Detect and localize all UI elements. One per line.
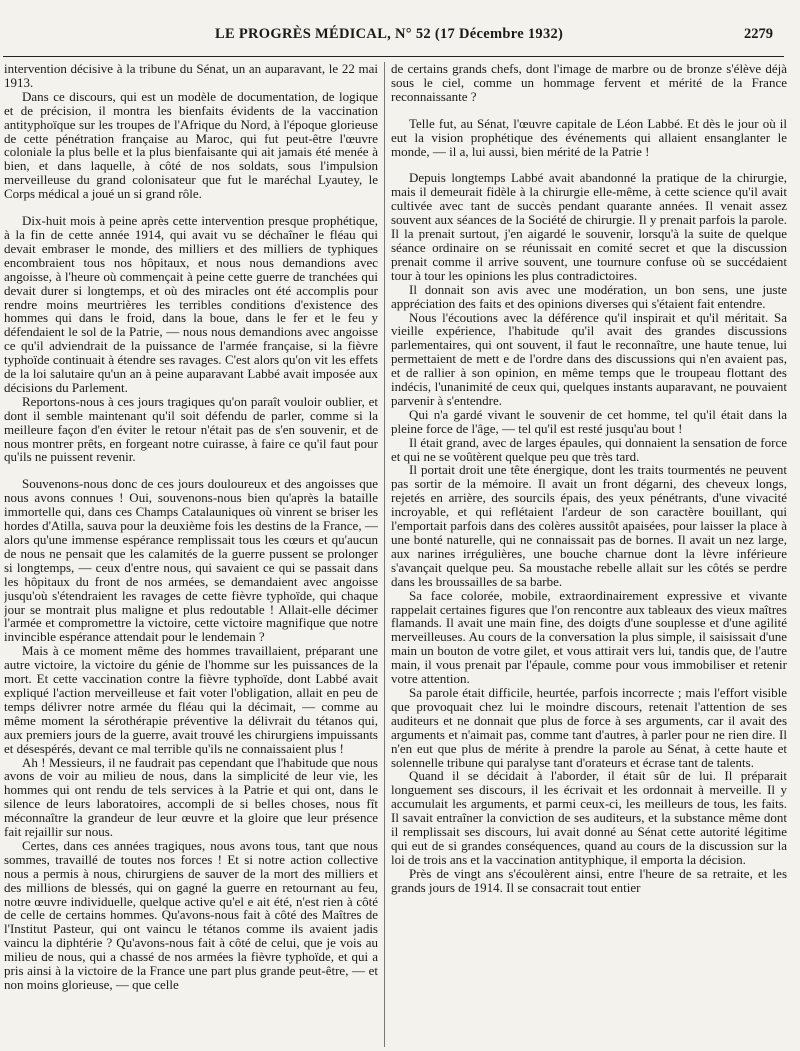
paragraph: Près de vingt ans s'écoulèrent ainsi, entre l'heure de sa retraite, et les grands jours de 1914. Il se consacrait tout entier — [391, 865, 787, 895]
paragraph: Certes, dans ces années tragiques, nous avons tous, tant que nous sommes, travaillé de toutes nos forces ! Et si notre action collective nous a permis à nous, chirurgiens de sauver de la mort des milliers et des millions de blessés, qui on gagné la guerre en retournant au feu, notre œuvre individuelle, quelque active qu'el e ait été, n'est rien à côté de celle de certains hommes. Qu'avons-nous fait à côté des Maîtres de l'Institut Pasteur, qui ont vaincu le tétanos comme ils avaient jadis vaincu la diphtérie ? Qu'avons-nous fait à côté de celui, que je vois au milieu de nous, qui a chassé de nos armées la fièvre typhoïde, et qui a pris ainsi à la victoire de la France une part plus grande peut-être, — et non moins glorieuse, — que celle — [4, 837, 378, 992]
paragraph: Reportons-nous à ces jours tragiques qu'on paraît vouloir oublier, et dont il semble maintenant qu'il soit défendu de parler, comme si la meilleure façon d'en éviter le retour n'était pas de s'en souvenir, et de nous montrer prêts, en forgeant notre cuirasse, à faire ce qu'il faut pour qu'ils ne puissent revenir. — [4, 393, 378, 465]
paragraph: Souvenons-nous donc de ces jours douloureux et des angoisses que nous avons connues ! Oui, souvenons-nous bien qu'après la bataille immortelle qui, dans ces Champs Catalauniques où vinrent se briser les hordes d'Atilla, sauva pour la deuxième fois les destins de la France, — alors qu'une immense espérance remplissait tous les cœurs et qu'aucun de nous ne pensait que les calamités de la guerre pussent se prolonger si longtemps, — ceux d'entre nous, qui savaient ce qui se passait dans les hôpitaux du front de nos armées, se demandaient avec angoisse jusqu'où s'étendraient les ravages de cette fièvre typhoïde, qui chaque jour se montrait plus maligne et plus redoutable ! Allait-elle décimer l'armée et compromettre la victoire, cette victoire magnifique que notre invincible espérance attendait pour le lendemain ? — [4, 476, 378, 645]
column-divider — [384, 62, 385, 1047]
left-column — [4, 62, 378, 1047]
paragraph: Il était grand, avec de larges épaules, qui donnaient la sensation de force et qui ne se voûtèrent quelque peu que très tard. — [391, 434, 787, 464]
paragraph: Qui n'a gardé vivant le souvenir de cet homme, tel qu'il était dans la pleine force de l'âge, — tel qu'il est resté jusqu'au bout ! — [391, 406, 787, 436]
paragraph: Telle fut, au Sénat, l'œuvre capitale de Léon Labbé. Et dès le jour où il eut la vision prophétique des événements qui allaient ensanglanter le monde, — il a, lui aussi, bien mérité de la Patrie ! — [391, 115, 787, 159]
right-column — [391, 62, 787, 1047]
paragraph: Sa parole était difficile, heurtée, parfois incorrecte ; mais l'effort visible que provoquait chez lui le moindre discours, retenait l'attention de ses auditeurs et ne donnait que plus de force à ses arguments, car il avait des arguments et n'aimait pas, comme tant d'autres, à parler pour ne rien dire. Il n'en eut que plus de mérite à prendre la parole au Sénat, à cette haute et solennelle tribune qui paralyse tant d'orateurs et écrase tant de talents. — [391, 684, 787, 770]
paragraph: intervention décisive à la tribune du Sénat, un an auparavant, le 22 mai 1913. — [4, 62, 378, 90]
paragraph: de certains grands chefs, dont l'image de marbre ou de bronze s'élève déjà sous le ciel, comme un hommage fervent et mérité de la France reconnaissante ? — [391, 62, 787, 104]
header-rule — [3, 56, 784, 57]
paragraph: Il donnait son avis avec une modération, un bon sens, une juste appréciation des faits et des opinions diverses qui s'étaient fait entendre. — [391, 281, 787, 311]
paragraph: Sa face colorée, mobile, extraordinairement expressive et vivante rappelait certaines figures que l'on rencontre aux tableaux des vieux maîtres flamands. Il avait une main fine, des doigts d'une souplesse et d'une agilité merveilleuses. Au cours de la conversation la plus simple, il saisissait d'une main un bouton de votre gilet, et vous attirait vers lui, tandis que, de l'autre main, il vous prenait par l'épaule, comme pour vous immobiliser et retenir votre attention. — [391, 587, 787, 687]
paragraph: Quand il se décidait à l'aborder, il était sûr de lui. Il préparait longuement ses discours, il les écrivait et les ordonnait à merveille. Il y accumulait les arguments, et parmi ceux-ci, les meilleurs de tous, les faits. Il savait entraîner la conviction de ses auditeurs, et la substance même dont il remplissait ses discours, lui avait donné au Sénat cette autorité légitime qui eut de si grandes conséquences, quand au cours de la discussion sur la loi de trois ans et la vaccination antityphique, il emporta la décision. — [391, 768, 787, 867]
paragraph: Dans ce discours, qui est un modèle de documentation, de logique et de précision, il montra les bienfaits évidents de la vaccination antityphoïque sur les troupes de l'Afrique du Nord, à l'époque glorieuse de cette pénétration française au Maroc, qui fut peut-être l'œuvre coloniale la plus belle et la plus bienfaisante qui ait jamais été menée à bien, et dans laquelle, à côté de nos soldats, sous l'impulsion merveilleuse du grand colonisateur que fut le maréchal Lyautey, le Corps médical a joué un si grand rôle. — [4, 88, 378, 202]
page-number: 2279 — [744, 26, 773, 42]
paragraph: Dix-huit mois à peine après cette intervention presque prophétique, à la fin de cette année 1914, qui avait vu se déchaîner le fléau qui devait embraser le monde, des milliers et des milliers de typhiques encombraient tous nos hôpitaux, et nous nous demandions avec angoisse, à l'heure où commençait à peine cette guerre de tranchées qui devait durer si longtemps, et où des miracles ont été accomplis pour rendre moins meurtrières les terribles conditions d'existence des hommes qui dans le froid, dans la boue, dans le fer et le feu y défendaient le sol de la Patrie, — nous nous demandions avec angoisse ce qu'il adviendrait de la puissance de l'armée française, si la fièvre typhoïde continuait à étendre ses ravages. C'est alors qu'on vit les effets de la loi salutaire qu'un an à peine auparavant Labbé avait imposée aux décisions du Parlement. — [4, 213, 378, 395]
paragraph: Ah ! Messieurs, il ne faudrait pas cependant que l'habitude que nous avons de voir au milieu de nous, dans la simplicité de leur vie, les hommes qui ont rendu de tels services à la Patrie et qui ont, dans le silence de leurs laboratoires, accompli de si belles choses, nous fît méconnaître la grandeur de leur œuvre et la gloire que leur présence fait rejaillir sur nous. — [4, 754, 378, 840]
paragraph: Nous l'écoutions avec la déférence qu'il inspirait et qu'il méritait. Sa vieille expérience, l'habitude qu'il avait des grandes discussions parlementaires, qui ont souvent, il faut le reconnaître, une haute tenue, lui permettaient de mett e de l'ordre dans des discussions qui n'en avaient pas, et de rallier à son opinion, en même temps que le troupeau flottant des indécis, l'unanimité de ceux qui, quelques instants auparavant, ne pouvaient parvenir à s'entendre. — [391, 309, 787, 408]
page-header — [0, 26, 800, 48]
paragraph: Il portait droit une tête énergique, dont les traits tourmentés ne peuvent pas sortir de la mémoire. Il avait un front dégarni, des cheveux longs, rejetés en arrière, des sourcils épais, des yeux pénétrants, d'une vivacité incroyable, et qui reflétaient l'ardeur de son caractère bouillant, qui l'emportait parfois dans des colères aussitôt apaisées, pour laisser la place à une bonté naturelle, qui ne connaissait pas de bornes. Il avait un nez large, aux narines irrégulières, une bouche charnue dont la lèvre inférieure s'avançait quelque peu. Sa moustache rebelle allait sur les côtés se perdre dans les broussailles de sa barbe. — [391, 462, 787, 589]
paragraph: Depuis longtemps Labbé avait abandonné la pratique de la chirurgie, mais il demeurait fidèle à la chirurgie elle-même, à cette science qu'il avait cultivée avec tant de succès pendant quarante années. Il venait assez souvent aux séances de la Société de chirurgie. Il y prenait parfois la parole. Il la prenait surtout, j'en aigardé le souvenir, lorsqu'à la suite de quelque séance ordinaire on se réunissait en comité secret et que la discussion prenait comme il arrive souvent, une tournure confuse où se succédaient tour à tour les opinions les plus contradictoires. — [391, 170, 787, 283]
running-title: LE PROGRÈS MÉDICAL, N° 52 (17 Décembre 1932) — [215, 26, 564, 42]
paragraph: Mais à ce moment même des hommes travaillaient, préparant une autre victoire, la victoire du génie de l'homme sur les puissances de la mort. Et cette vaccination contre la fièvre typhoïde, dont Labbé avait expliqué l'action merveilleuse et fait voter l'obligation, allait en peu de temps délivrer notre armée du fléau qui la décimait, — comme au même moment la sérothérapie préventive la délivrait du tétanos qui, aux premiers jours de la guerre, avait trouvé les chirurgiens impuissants et désespérés, devant ce mal terrible qu'ils ne connaissaient plus ! — [4, 643, 378, 756]
